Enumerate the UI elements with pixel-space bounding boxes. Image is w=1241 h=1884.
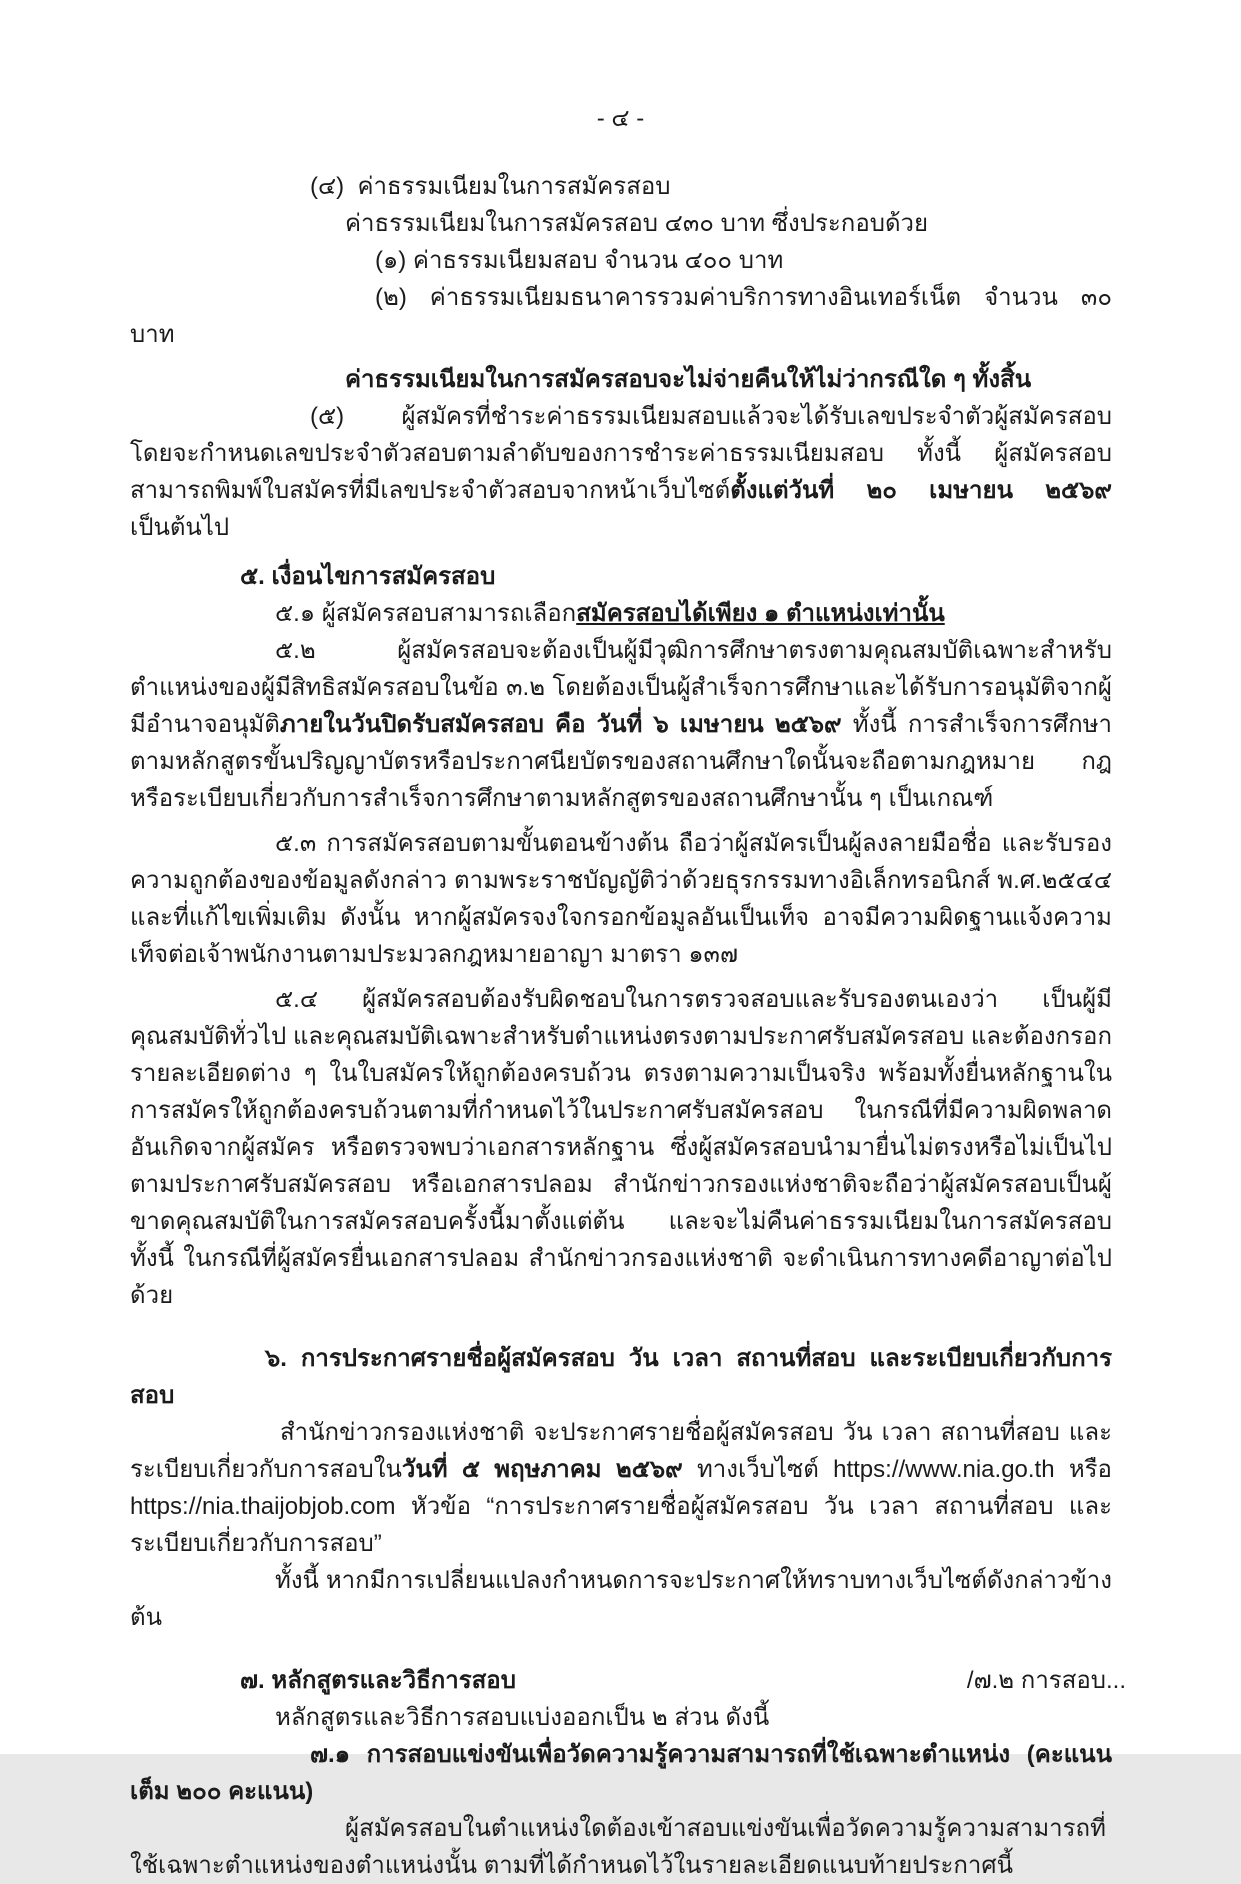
announcement-paragraph [130, 1414, 1119, 1562]
clause-5-1 [130, 595, 1112, 632]
clause-5-2-tail: ทั้งนี้ การสำเร็จการศึกษาตามหลักสูตรขั้นปริญญาบัตรหรือประกาศนียบัตรของสถานศึกษาใดนั้นจะถือตามกฎหมาย กฎหรือระเบียบเกี่ยวกับการสำเร็จการศึกษาตามหลักสูตรของสถานศึกษานั้น ๆ เป็นเกณฑ์ [130, 711, 1112, 812]
clause-5-2-text: ๕.๒ ผู้สมัครสอบจะต้องเป็นผู้มีวุฒิการศึกษาตรงตามคุณสมบัติเฉพาะสำหรับตำแหน่งของผู้มีสิทธิสมัครสอบในข้อ ๓.๒ โดยต้องเป็นผู้สำเร็จการศึกษาและได้รับการอนุมัติจากผู้มีอำนาจอนุมัติ [130, 637, 1112, 738]
clause-7-1-heading: ๗.๑ การสอบแข่งขันเพื่อวัดความรู้ความสามารถที่ใช้เฉพาะตำแหน่ง (คะแนนเต็ม ๒๐๐ คะแนน) [130, 1741, 1112, 1805]
announcement-text: สำนักข่าวกรองแห่งชาติ จะประกาศรายชื่อผู้สมัครสอบ วัน เวลา สถานที่สอบ และระเบียบเกี่ยวกับการสอบใน [130, 1419, 1112, 1483]
fee-no-refund-note: ค่าธรรมเนียมในการสมัครสอบจะไม่จ่ายคืนให้ไม่ว่ากรณีใด ๆ ทั้งสิ้น [345, 366, 1032, 393]
continuation-note: /๗.๒ การสอบ... [966, 1667, 1126, 1694]
page-number: - ๔ - [596, 105, 645, 132]
nia-website-url: https://www.nia.go.th [833, 1456, 1055, 1483]
clause-7-1-body: ผู้สมัครสอบในตำแหน่งใดต้องเข้าสอบแข่งขันเพื่อวัดความรู้ความสามารถที่ใช้เฉพาะตำแหน่งของตำแหน่งนั้น ตามที่ได้กำหนดไว้ในรายละเอียดแนบท้ายประกาศนี้ [130, 1815, 1106, 1879]
document-body [130, 168, 1119, 1884]
website-label: ทางเว็บไซต์ [682, 1456, 834, 1483]
fee-total-line: ค่าธรรมเนียมในการสมัครสอบ ๔๓๐ บาท ซึ่งประกอบด้วย [345, 210, 929, 237]
announcement-topic: หัวข้อ “การประกาศรายชื่อผู้สมัครสอบ วัน เวลา สถานที่สอบ และระเบียบเกี่ยวกับการสอบ” [130, 1493, 1112, 1557]
announcement-date-bold: วันที่ ๕ พฤษภาคม ๒๕๖๙ [401, 1456, 683, 1483]
clause-5-4: ๕.๔ ผู้สมัครสอบต้องรับผิดชอบในการตรวจสอบและรับรองตนเองว่า เป็นผู้มีคุณสมบัติทั่วไป และคุณสมบัติเฉพาะสำหรับตำแหน่งตรงตามประกาศรับสมัครสอบ และต้องกรอกรายละเอียดต่าง ๆ ในใบสมัครให้ถูกต้องครบถ้วน ตรงตามความเป็นจริง พร้อมทั้งยื่นหลักฐานในการสมัครให้ถูกต้องครบถ้วนตามที่กำหนดไว้ในประกาศรับสมัครสอบ ในกรณีที่มีความผิดพลาดอันเกิดจากผู้สมัคร หรือตรวจพบว่าเอกสารหลักฐาน ซึ่งผู้สมัครสอบนำมายื่นไม่ตรงหรือไม่เป็นไปตามประกาศรับสมัครสอบ หรือเอกสารปลอม สำนักข่าวกรองแห่งชาติจะถือว่าผู้สมัครสอบเป็นผู้ขาดคุณสมบัติในการสมัครสอบครั้งนี้มาตั้งแต่ต้น และจะไม่คืนค่าธรรมเนียมในการสมัครสอบ ทั้งนี้ ในกรณีที่ผู้สมัครยื่นเอกสารปลอม สำนักข่าวกรองแห่งชาติ จะดำเนินการทางคดีอาญาต่อไปด้วย [130, 986, 1119, 1309]
thaijobjob-website-url: https://nia.thaijobjob.com [130, 1493, 396, 1520]
one-position-only-bold: สมัครสอบได้เพียง ๑ ตำแหน่งเท่านั้น [576, 600, 945, 627]
section6-heading: ๖. การประกาศรายชื่อผู้สมัครสอบ วัน เวลา สถานที่สอบ และระเบียบเกี่ยวกับการสอบ [130, 1345, 1112, 1409]
fee-sub-item-2: (๒) ค่าธรรมเนียมธนาคารรวมค่าบริการทางอินเทอร์เน็ต จำนวน ๓๐ บาท [130, 284, 1119, 348]
applicant-number-tail: เป็นต้นไป [130, 477, 1119, 541]
applicant-number-text: (๕) ผู้สมัครที่ชำระค่าธรรมเนียมสอบแล้วจะได้รับเลขประจำตัวผู้สมัครสอบ โดยจะกำหนดเลขประจำตัวสอบตามลำดับของการชำระค่าธรรมเนียมสอบ ทั้งนี้ ผู้สมัครสอบสามารถพิมพ์ใบสมัครที่มีเลขประจำตัวสอบจากหน้าเว็บไซต์ [130, 403, 1119, 504]
start-date-bold: ตั้งแต่วันที่ ๒๐ เมษายน ๒๕๖๙ [730, 477, 1112, 504]
applicant-number-paragraph [130, 398, 1119, 546]
section7-heading: ๗. หลักสูตรและวิธีการสอบ [240, 1667, 516, 1694]
closing-date-bold: ภายในวันปิดรับสมัครสอบ คือ วันที่ ๖ เมษายน ๒๕๖๙ [279, 711, 842, 738]
clause-5-1-text: ๕.๑ ผู้สมัครสอบสามารถเลือก [275, 600, 577, 627]
schedule-change-note: ทั้งนี้ หากมีการเปลี่ยนแปลงกำหนดการจะประกาศให้ทราบทางเว็บไซต์ดังกล่าวข้างต้น [130, 1567, 1112, 1631]
section5-heading: ๕. เงื่อนไขการสมัครสอบ [240, 563, 496, 590]
or-label: หรือ [1054, 1456, 1119, 1483]
fee-sub-item-1: (๑) ค่าธรรมเนียมสอบ จำนวน ๔๐๐ บาท [375, 247, 784, 274]
clause-5-3: ๕.๓ การสมัครสอบตามขั้นตอนข้างต้น ถือว่าผู้สมัครเป็นผู้ลงลายมือชื่อ และรับรองความถูกต้องของข้อมูลดังกล่าว ตามพระราชบัญญัติว่าด้วยธุรกรรมทางอิเล็กทรอนิกส์ พ.ศ.๒๕๔๔ และที่แก้ไขเพิ่มเติม ดังนั้น หากผู้สมัครจงใจกรอกข้อมูลอันเป็นเท็จ อาจมีความผิดฐานแจ้งความเท็จต่อเจ้าพนักงานตามประมวลกฎหมายอาญา มาตรา ๑๓๗ [130, 830, 1119, 968]
section7-intro: หลักสูตรและวิธีการสอบแบ่งออกเป็น ๒ ส่วน ดังนี้ [275, 1704, 770, 1731]
clause-5-2 [130, 632, 1112, 817]
fee-item-heading: (๔) ค่าธรรมเนียมในการสมัครสอบ [310, 173, 671, 200]
